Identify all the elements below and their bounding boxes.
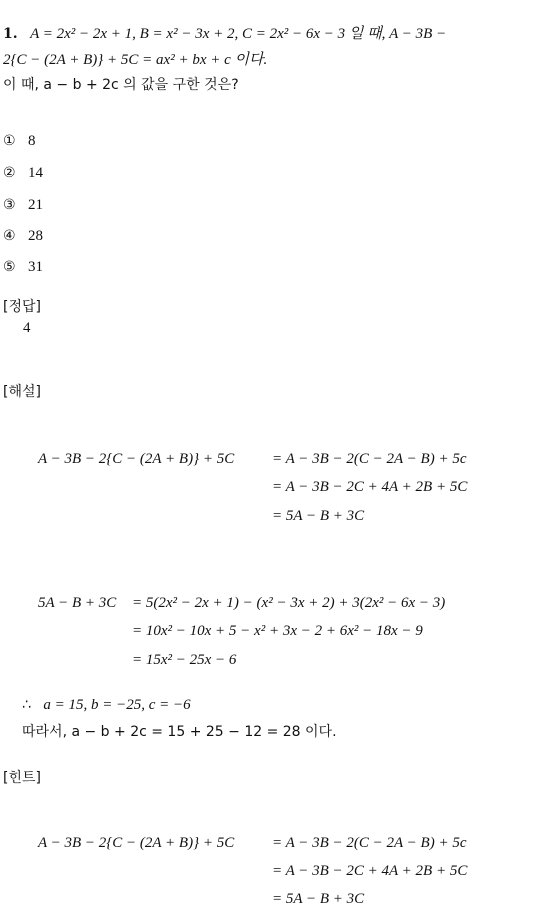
choice-value: 28 [28,228,44,244]
solution-block1-row-2: = A − 3B − 2C + 4A + 2B + 5C [272,479,468,495]
therefore-symbol: ∴ [22,697,31,713]
choice-2[interactable] [3,165,43,182]
solution-conclusion: 따라서, a − b + 2c = 15 + 25 − 12 = 28 이다. [22,724,337,740]
choice-1[interactable] [3,133,36,150]
choice-value: 8 [28,133,36,149]
choice-marker: ③ [3,197,16,213]
hint-block-row-2: = A − 3B − 2C + 4A + 2B + 5C [272,863,468,879]
hint-block-lhs: A − 3B − 2{C − (2A + B)} + 5C [38,835,235,851]
question-line-1 [3,22,446,43]
solution-block1-lhs: A − 3B − 2{C − (2A + B)} + 5C [38,451,235,467]
solution-block2-lhs: 5A − B + 3C [38,595,117,611]
choice-3[interactable] [3,197,43,214]
choice-marker: ⑤ [3,259,16,275]
solution-block1-row-3: = 5A − B + 3C [272,508,365,524]
question-number: 1. [3,26,18,42]
choice-marker: ① [3,133,16,149]
answer-value: 4 [23,320,31,336]
hint-label: [힌트] [3,770,41,786]
choice-5[interactable] [3,259,43,276]
choice-marker: ④ [3,228,16,244]
choice-value: 14 [28,165,44,181]
question-line-3: 이 때, a − b + 2c 의 값을 구한 것은? [3,77,239,93]
question-line-2: 2{C − (2A + B)} + 5C = ax² + bx + c 이다. [3,52,268,68]
choice-marker: ② [3,165,16,181]
solution-block2-row-2: = 10x² − 10x + 5 − x² + 3x − 2 + 6x² − 18x − 9 [132,623,423,639]
hint-block-row-1: = A − 3B − 2(C − 2A − B) + 5c [272,835,467,851]
therefore-line [22,697,191,714]
hint-block-row-3: = 5A − B + 3C [272,891,365,907]
question-text-1: A = 2x² − 2x + 1, B = x² − 3x + 2, C = 2x² − 6x − 3 일 때, A − 3B − [30,26,447,42]
therefore-text: a = 15, b = −25, c = −6 [43,697,191,713]
choice-4[interactable] [3,228,43,245]
solution-label: [해설] [3,384,41,400]
solution-block2-row-1: = 5(2x² − 2x + 1) − (x² − 3x + 2) + 3(2x² − 6x − 3) [132,595,446,611]
answer-label: [정답] [3,299,41,315]
choice-value: 31 [28,259,44,275]
solution-block2-row-3: = 15x² − 25x − 6 [132,652,237,668]
choice-value: 21 [28,197,44,213]
solution-block1-row-1: = A − 3B − 2(C − 2A − B) + 5c [272,451,467,467]
